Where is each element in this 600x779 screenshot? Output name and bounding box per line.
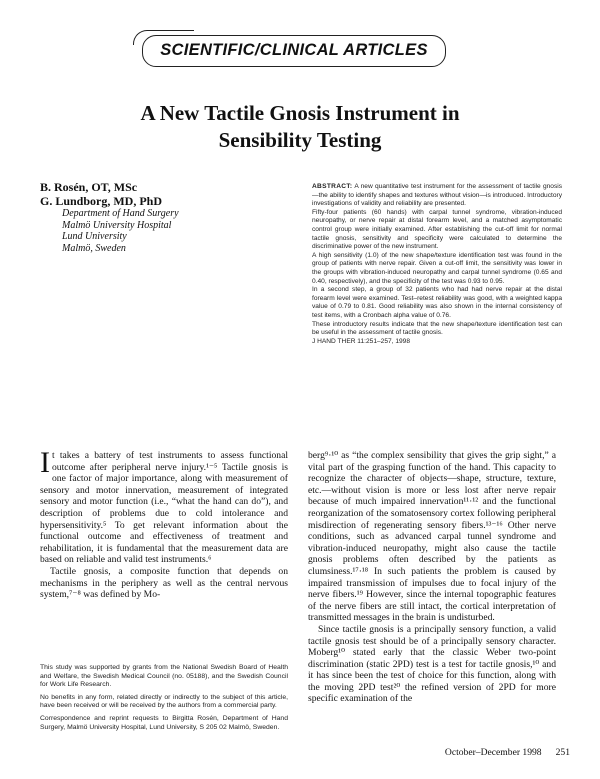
journal-citation: J HAND THER 11:251–257, 1998 (312, 337, 410, 345)
abstract-paragraph-1: A new quantitative test instrument for the assessment of tactile gnosis—the ability to identify shapes and textures without vision—is introduced. Introductory investigations of validity and reliability are presented. (312, 183, 563, 208)
author-block (40, 180, 280, 254)
intro-paragraph (40, 446, 288, 566)
affiliation-line: Malmö, Sweden (62, 242, 126, 254)
page-number: 251 (555, 747, 570, 758)
abstract-paragraph-3: A high sensitivity (1.0) of the new shape/texture identification test was found in the group of patients with nerve repair. Given a cut-off limit, the sensitivity was lower in the groups with vibration-induced neuropathy and carpal tunnel syndrome (0.65 and 0.40, respectively), and the specificity of the test was 0.93 to 0.95. (312, 251, 562, 285)
body-column-left (40, 446, 288, 601)
intro-paragraph-text: t takes a battery of test instruments to assess functional outcome after peripheral nerve injury.¹⁻⁵ Tactile gnosis is one factor of major importance, along with measurement of sensory and motor innervation, measurement of integrated sensory and motor function (i.e., “what the hand can do”), and description of problems due to cold intolerance and hypersensitivity.⁵ To get relevant information about the functional outcome and effectiveness of treatment and rehabilitation, it is fundamental that the measurement data are based on reliable and valid test instruments.⁶ (40, 450, 288, 566)
abstract-paragraph-5: These introductory results indicate that the new shape/texture identification test can be useful in the assessment of tactile gnosis. (312, 320, 562, 337)
section-title: SCIENTIFIC/CLINICAL ARTICLES (160, 41, 428, 59)
body-paragraph: Since tactile gnosis is a principally sensory function, a valid tactile gnosis test should be of a principally sensory character. Moberg¹⁰ stated early that the classic Weber two-point discrimination (static 2PD) test is a test for tactile gnosis,¹⁰ and it has since been the test of choice for this function, along with the moving 2PD test²⁰ the refined version of 2PD for more specific examination of the (308, 623, 556, 705)
author-2: G. Lundborg, MD, PhD (40, 194, 163, 208)
section-header-box (142, 35, 446, 67)
abstract-paragraph-4: In a second step, a group of 32 patients who had had nerve repair at the distal forearm level were examined. Test–retest reliability was good, with a weighted kappa value of 0.79 to 0.81. Good reliability was also shown in the internal consistency of test items, with a Cronbach alpha value of 0.76. (312, 286, 562, 319)
article-title (60, 100, 540, 154)
footnotes (40, 664, 288, 736)
abstract-label: ABSTRACT: (312, 183, 353, 190)
abstract-paragraph-2: Fifty-four patients (60 hands) with carpal tunnel syndrome, vibration-induced neuropathy, or nerve repair at distal forearm level, and a matched asymptomatic control group were initially examined. After establishing the cut-off limit for normal tactile gnosis, sensitivity and specificity were calculated to determine the discriminative power of the new instrument. (312, 208, 562, 251)
body-paragraph: berg⁹·¹⁰ as “the complex sensibility that gives the grip sight,” a vital part of the grasping function of the hand. This capacity to recognize the character of objects—shape, structure, texture, etc.—without vision is more or less lost after nerve repair because of much impaired innervation¹¹·¹² and the functional reorganization of the somatosensory cortex following peripheral misdirection of regenerating sensory fibers.¹³⁻¹⁶ Other nerve conditions, such as advanced carpal tunnel syndrome and vibration-induced neuropathy, might also cause the tactile gnosis problems often described by the patients as clumsiness.¹⁷·¹⁸ In such patients the problem is caused by impaired transmission of impulses due to focal injury of the nerve fibers.¹⁹ However, since the internal topographic features of the nerve fibers are still intact, the cortical interpretation of transmitted messages in the brain is undisturbed. (308, 450, 556, 624)
conflict-note: No benefits in any form, related directly or indirectly to the subject of this article, have been received or will be received by the authors from a commercial party. (40, 693, 288, 710)
drop-cap: I (40, 446, 50, 479)
affiliation-line: Lund University (62, 231, 127, 242)
issue-date: October–December 1998 (444, 747, 542, 758)
article-title-line-2: Sensibility Testing (218, 128, 382, 152)
article-title-line-1: A New Tactile Gnosis Instrument in (140, 101, 460, 125)
affiliation-line: Department of Hand Surgery (62, 208, 179, 219)
correspondence-note: Correspondence and reprint requests to Birgitta Rosén, Department of Hand Surgery, Malmö University Hospital, Lund University, S 205 02 Malmö, Sweden. (40, 714, 288, 731)
page-footer (431, 747, 570, 758)
author-1: B. Rosén, OT, MSc (40, 180, 138, 194)
funding-note: This study was supported by grants from the National Swedish Board of Health and Welfare, the Swedish Medical Council (no. 05188), and the Swedish Council for Work Life Research. (40, 664, 288, 689)
body-paragraph: Tactile gnosis, a composite function that depends on mechanisms in the periphery as well as the central nervous system,⁷⁻⁸ was defined by Mo- (40, 565, 288, 601)
body-column-right (308, 450, 556, 705)
abstract (312, 183, 562, 346)
affiliation-line: Malmö University Hospital (62, 219, 172, 231)
